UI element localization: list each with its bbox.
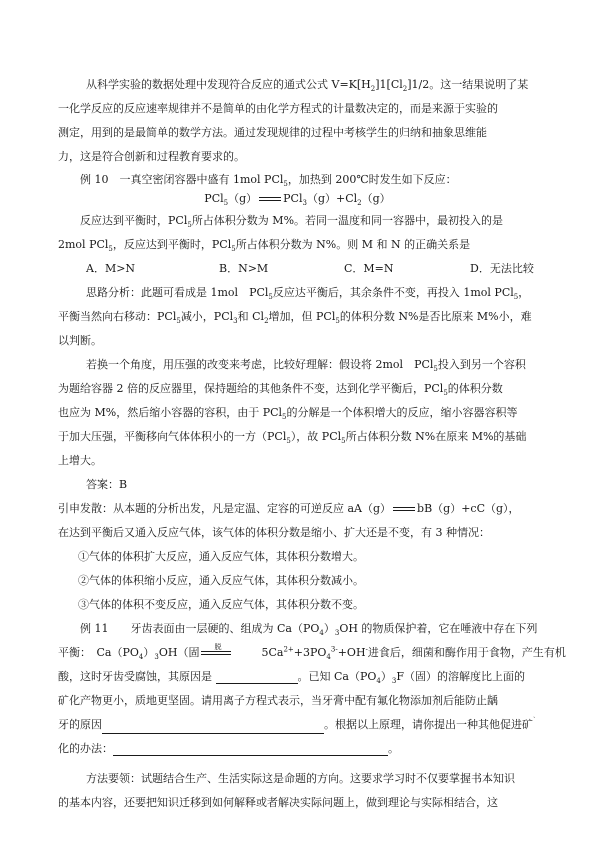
answer-blank[interactable] <box>102 722 324 734</box>
analysis-line: 为题给容器 2 倍的反应器里，保持题给的其他条件不变，达到化学平衡后，PCl$_5$的体积分数 <box>58 382 503 398</box>
analysis-line: 以判断。 <box>58 334 102 347</box>
reversible-arrow-icon <box>257 194 283 204</box>
question-line: 2mol PCl$_5$，反应达到平衡时，PCl$_5$所占体积分数为 N%。则 M 和 N 的正确关系是 <box>58 238 471 254</box>
equilibrium-arrow-icon: 脱 <box>199 648 233 658</box>
method-line: 的基本内容，还要把知识迁移到如何解释或者解决实际问题上，做到理论与实际相结合，这 <box>58 796 498 809</box>
paragraph-line: 从科学实验的数据处理中发现符合反应的通式公式 $V=K[H_2]1[Cl_2]1/2$。这一结果说明了某 <box>86 78 529 94</box>
answer-blank[interactable] <box>113 744 388 756</box>
case-3: ③气体的体积不变反应，通入反应气体，其体积分数不变。 <box>78 598 364 611</box>
option-a: A．M>N <box>86 262 136 275</box>
reversible-arrow-icon <box>391 504 417 514</box>
case-1: ①气体的体积扩大反应，通入反应气体，其体积分数增大。 <box>78 550 364 563</box>
analysis-line: 若换一个角度，用压强的改变来考虑，比较好理解：假设将 2mol PCl$_5$投入到另一个容积 <box>86 358 526 374</box>
reaction-equation: PCl$_5$（g） $PCl_3(g)+Cl_2(g)$ <box>204 192 391 208</box>
answer-line: 答案：B <box>86 478 128 491</box>
method-line: 方法要领：试题结合生产、生活实际这是命题的方向。这要求学习时不仅要掌握书本知识 <box>86 772 515 785</box>
analysis-line: 于加大压强，平衡移向气体体积小的一方（PCl$_5$），故 PCl$_5$所占体积分数 N%在原来 M%的基础 <box>58 430 527 446</box>
option-b: B．N>M <box>219 262 269 275</box>
option-c: C．M=N <box>344 262 394 275</box>
answer-blank[interactable] <box>216 672 298 684</box>
example-11-line: 牙的原因 。根据以上原理，请你提出一种其他促进矿` <box>58 718 595 734</box>
example-11-line: 化的办法： 。 <box>58 742 399 755</box>
extension-line: 引申发散：从本题的分析出发，凡是定温、定容的可逆反应 aA（g） bB（g）+cC（g）， <box>58 502 520 515</box>
example-11-line: 例 11 牙齿表面由一层硬的、组成为 $Ca(PO_4)_3OH$ 的物质保护着，它在唾液中存在下列 <box>80 622 538 638</box>
paragraph-line: 测定，用到的是最简单的数学方法。通过发现规律的过程中考核学生的归纳和抽象思维能 <box>58 126 487 139</box>
question-line: 反应达到平衡时，PCl$_5$所占体积分数为 M%。若同一温度和同一容器中，最初投入的是 <box>80 214 504 230</box>
case-2: ②气体的体积缩小反应，通入反应气体，其体积分数减小。 <box>78 574 364 587</box>
option-d: D．无法比较 <box>470 262 534 275</box>
extension-line: 在达到平衡后又通入反应气体，该气体的体积分数是缩小、扩大还是不变，有 3 种情况： <box>58 526 490 539</box>
example-10-heading: 例 10 一真空密闭容器中盛有 1mol PCl$_5$，加热到 200℃时发生如下反应： <box>80 173 457 189</box>
analysis-line: 上增大。 <box>58 454 102 467</box>
paragraph-line: 一化学反应的反应速率规律并不是简单的由化学方程式的计量数决定的，而是来源于实验的 <box>58 102 498 115</box>
analysis-line: 思路分析：此题可看成是 1mol PCl$_5$反应达平衡后，其余条件不变，再投入 1mol PCl$_5$， <box>86 286 530 302</box>
example-11-line: 酸，这时牙齿受腐蚀，其原因是 。已知 $Ca(PO_4)_3F$（固）的溶解度比上面的 <box>58 670 525 686</box>
analysis-line: 平衡当然向右移动：PCl$_5$减小，PCl$_3$和 $Cl_2$增加，但 PCl$_5$的体积分数 N%是否比原来 M%小，难 <box>58 310 532 326</box>
analysis-line: 也应为 M%，然后缩小容器的容积，由于 PCl$_5$的分解是一个体积增大的反应，缩小容器容积等 <box>58 406 518 422</box>
example-11-line: 平衡： $Ca(PO_4)_3OH$（固 脱 $5Ca^{2+}+3PO_4^{3-}+OH^-$进食后，细菌和酶作用于食物，产生有机 <box>58 643 566 662</box>
example-11-line: 矿化产物更小，质地更坚固。请用离子方程式表示，当牙膏中配有氟化物添加剂后能防止龋 <box>58 694 498 707</box>
paragraph-line: 力，这是符合创新和过程教育要求的。 <box>58 150 245 163</box>
